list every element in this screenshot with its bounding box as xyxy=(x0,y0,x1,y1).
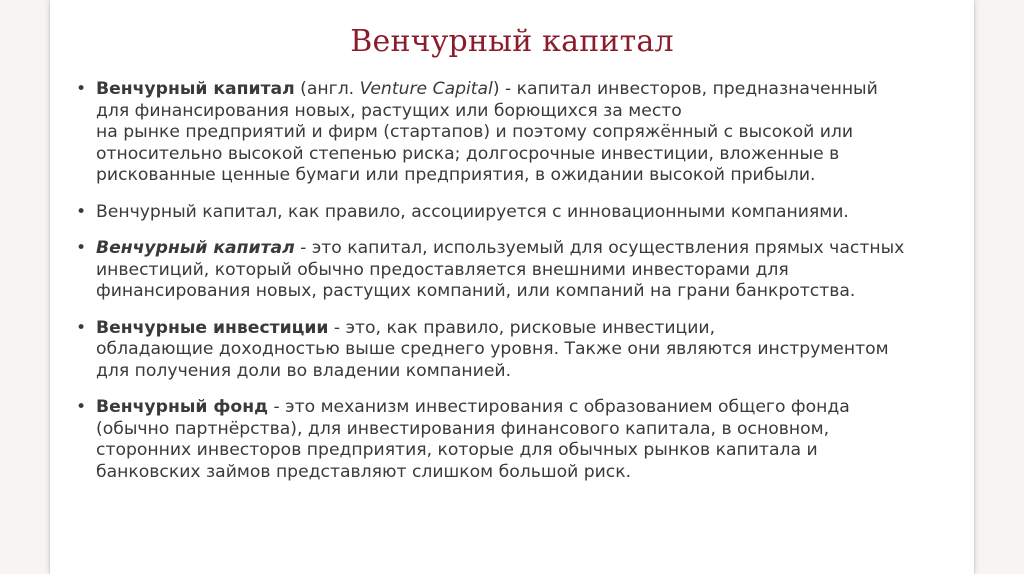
bullet-item-definition xyxy=(76,79,956,187)
term-venture-investments: Венчурные инвестиции xyxy=(96,317,329,338)
text-fragment: - это, как правило, рисковые инвестиции, xyxy=(328,317,716,338)
text-line: финансирования новых, растущих компаний, или компаний на грани банкротства. xyxy=(96,281,856,301)
term-venture-capital: Венчурный капитал xyxy=(96,238,295,258)
text-fragment: - это капитал, используемый для осуществления прямых частных xyxy=(294,238,905,258)
text-line xyxy=(96,238,956,260)
text-fragment: - это механизм инвестирования с образованием общего фонда xyxy=(268,397,850,417)
slide-title: Венчурный капитал xyxy=(350,24,674,59)
bullet-list xyxy=(76,79,956,498)
text-line xyxy=(96,397,956,419)
bullet-dot: • xyxy=(76,397,87,417)
english-term: Venture Capital xyxy=(359,79,493,99)
text-line: инвестиций, который обычно предоставляется внешними инвесторами для xyxy=(96,259,789,280)
text-line: (обычно партнёрства), для инвестирования финансового капитала, в основном, xyxy=(96,418,830,439)
term-venture-capital: Венчурный капитал xyxy=(96,79,295,99)
bullet-dot: • xyxy=(76,238,87,258)
term-venture-fund: Венчурный фонд xyxy=(96,397,269,417)
text-line: относительно высокой степенью риска; долгосрочные инвестиции, вложенные в xyxy=(96,143,840,164)
text-line: сторонних инвесторов предприятия, которые для обычных рынков капитала и xyxy=(96,440,818,460)
bullet-item-venture-investments xyxy=(76,318,956,383)
bullet-dot: • xyxy=(76,201,87,222)
bullet-dot: • xyxy=(76,317,87,338)
text-line: на рынке предприятий и фирм (стартапов) и поэтому сопряжённый с высокой или xyxy=(96,122,854,142)
bullet-item-innovation xyxy=(76,202,956,224)
text-fragment: ) - капитал инвесторов, предназначенный xyxy=(492,79,878,99)
bullet-item-venture-fund xyxy=(76,397,956,483)
text-line xyxy=(96,79,956,101)
text-line: для получения доли во владении компанией. xyxy=(96,360,512,381)
text-line xyxy=(96,318,956,340)
bullet-item-direct-investments xyxy=(76,238,956,303)
text-line: рискованные ценные бумаги или предприятия, в ожидании высокой прибыли. xyxy=(96,165,816,185)
bullet-dot: • xyxy=(76,79,87,99)
text-fragment: (англ. xyxy=(294,79,360,99)
text-line: для финансирования новых, растущих или борющихся за место xyxy=(96,100,682,121)
slide-page xyxy=(50,0,974,574)
text-line: банковских займов представляют слишком большой риск. xyxy=(96,461,632,482)
text-line: Венчурный капитал, как правило, ассоциируется с инновационными компаниями. xyxy=(96,201,849,222)
text-line: обладающие доходностью выше среднего уровня. Также они являются инструментом xyxy=(96,339,889,359)
